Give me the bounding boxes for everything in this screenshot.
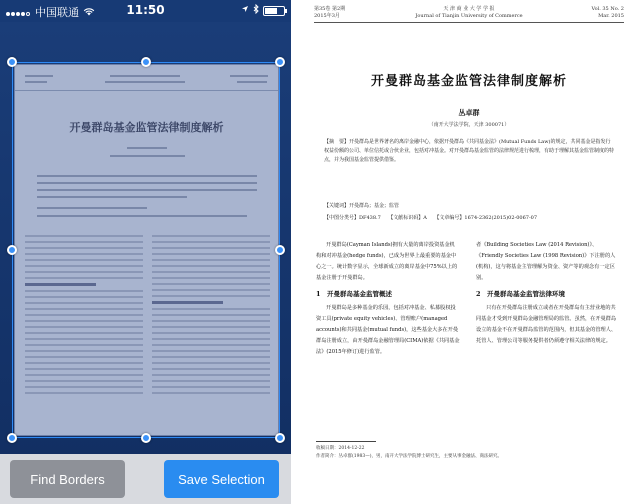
document-title: 开曼群岛基金监管法律制度解析 bbox=[370, 74, 567, 89]
column-left bbox=[316, 240, 460, 358]
author-name: 丛卓群 bbox=[458, 108, 480, 117]
header-right bbox=[591, 6, 624, 20]
author-affiliation: （南开大学法学院，天津 300071） bbox=[428, 122, 510, 128]
footnote-received: 收稿日期：2014-12-22 bbox=[316, 446, 365, 451]
bluetooth-icon bbox=[253, 4, 259, 17]
header-date-en: Mar. 2015 bbox=[598, 13, 624, 19]
abstract: 【摘 要】开曼群岛是世界著名的离岸金融中心，依据开曼群岛《共同基金法》(Mutual Funds Law)的规定，共同基金是指发行权益份额的公司、单位信托或合伙企业，包括对冲基金。对开曼群岛基金监管的法律规范进行梳理，有助于理解其基金监管制度的特点，并为我国基金监管提供借鉴。 bbox=[324, 139, 615, 163]
intro-paragraph: 开曼群岛(Cayman Islands)拥有大量的离岸投资基金机构和对冲基金(hedge funds)，已成为世界上最重要的基金中心之一。统计数字显示，全球新成立的离岸基金中75%以上的基金注册于开曼群岛。 bbox=[316, 242, 458, 281]
section-1-heading: 1 开曼群岛基金监管概述 bbox=[316, 290, 393, 298]
crop-handle-bottom[interactable] bbox=[141, 433, 151, 443]
section-1-text: 开曼群岛是多种基金的乐园，包括对冲基金、私募股权投资工具(private equity vehicles)、管理账户(managed accounts)和共同基金(mutual funds)，这些基金大多在开曼群岛注册成立，由开曼群岛金融管理局(CIMA)依据《共同基金法》(2015年修订)进行监管。 bbox=[316, 305, 460, 355]
header-rule bbox=[314, 22, 624, 23]
battery-icon bbox=[263, 6, 285, 16]
footnote-author: 作者简介：丛卓群(1983—)，男，南开大学法学院博士研究生，主要从事金融法、商法研究。 bbox=[316, 454, 502, 459]
location-icon bbox=[241, 5, 249, 16]
journal-name-cn: 天 津 商 业 大 学 学 报 bbox=[443, 6, 495, 12]
phone-screenshot bbox=[0, 0, 291, 504]
clock: 11:50 bbox=[126, 3, 165, 17]
crop-selection-frame[interactable] bbox=[12, 62, 280, 438]
section-2-text: 只有在开曼群岛注册成立或者在开曼群岛有主营业地的共同基金才受到开曼群岛金融管理局的监管。虽然，在开曼群岛设立的基金不在开曼群岛监管的范围内，但其基金的管理人、托管人、管理公司等服务提供者仍须遵守相关法律的规定。 bbox=[476, 305, 617, 344]
section-2-heading: 2 开曼群岛基金监管法律环境 bbox=[476, 290, 566, 298]
crop-handle-bottom-left[interactable] bbox=[7, 433, 17, 443]
journal-name-en: Journal of Tianjin University of Commerce bbox=[415, 13, 523, 19]
crop-handle-top-right[interactable] bbox=[275, 57, 285, 67]
crop-handle-right[interactable] bbox=[275, 245, 285, 255]
save-selection-button[interactable]: Save Selection bbox=[164, 460, 279, 498]
column-right bbox=[476, 240, 620, 347]
header-date: 2015年3月 bbox=[314, 13, 340, 19]
header-volume-en: Vol. 35 No. 2 bbox=[591, 6, 624, 12]
scanned-page-title: 开曼群岛基金监管法律制度解析 bbox=[69, 121, 224, 134]
crop-handle-bottom-right[interactable] bbox=[275, 433, 285, 443]
keywords: 【关键词】开曼群岛；基金；监管 bbox=[324, 203, 400, 209]
bottom-toolbar bbox=[0, 454, 291, 504]
classification-line: 【中图分类号】DF438.7 【文献标识码】A 【文章编号】1674-2362(2015)02-0067-07 bbox=[324, 215, 537, 221]
status-bar bbox=[0, 0, 291, 22]
status-right bbox=[241, 4, 285, 17]
header-volume: 第35卷 第2期 bbox=[314, 6, 346, 12]
header-center bbox=[298, 6, 640, 20]
find-borders-button[interactable]: Find Borders bbox=[10, 460, 125, 498]
footnote-rule bbox=[316, 441, 376, 442]
carrier-name: 中国联通 bbox=[35, 6, 79, 19]
crop-handle-top-left[interactable] bbox=[7, 57, 17, 67]
crop-handle-left[interactable] bbox=[7, 245, 17, 255]
scan-preview bbox=[0, 22, 291, 454]
crop-handle-top[interactable] bbox=[141, 57, 151, 67]
processed-document bbox=[298, 0, 640, 504]
right-intro-paragraph: 者《Building Societies Law (2014 Revision)》、《Friendly Societies Law (1998 Revision)》下注册的人(机构)，这与将基金主管理解为资金、资产等的观念有一定区别。 bbox=[476, 242, 616, 281]
